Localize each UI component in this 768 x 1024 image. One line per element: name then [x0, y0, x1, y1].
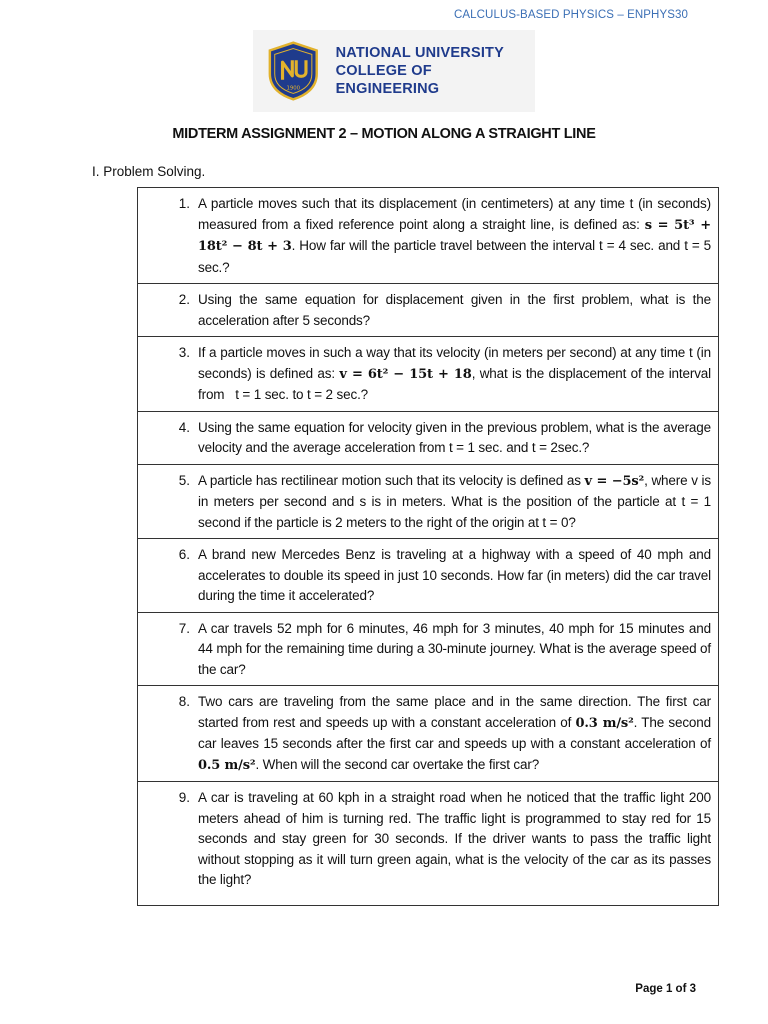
problem-number: 2.	[178, 292, 190, 307]
problem-text: A car is traveling at 60 kph in a straight road when he noticed that the traffic light 200 meters ahead of him is turning red. The traffic light is programmed to stay red for 15 seconds and stay green for 30 seconds. If the driver wants to pass the traffic light without stopping as it will turn green again, what is the velocity of the car as its passes the light?	[198, 790, 711, 887]
equation: s = 5t³ + 18t² − 8t + 3	[198, 217, 711, 254]
problem-row-9	[138, 782, 719, 906]
problem-text: Using the same equation for velocity given in the previous problem, what is the average velocity and the average acceleration from t = 1 sec. and t = 2sec.?	[198, 419, 711, 455]
problem-row-1	[138, 188, 719, 284]
problem-text: A car travels 52 mph for 6 minutes, 46 mph for 3 minutes, 40 mph for 15 minutes and 44 mph for the remaining time during a 30-minute journey. What is the average speed of the car?	[198, 620, 711, 677]
problem-number: 3.	[178, 345, 190, 360]
equation: 0.3 m/s²	[575, 715, 634, 731]
problem-row-7	[138, 612, 719, 686]
problem-number: 5.	[178, 472, 190, 488]
problem-row-3	[138, 337, 719, 412]
problem-row-5	[138, 464, 719, 539]
assignment-title: MIDTERM ASSIGNMENT 2 – MOTION ALONG A STRAIGHT LINE	[172, 126, 596, 142]
course-header: CALCULUS-BASED PHYSICS – ENPHYS30	[453, 9, 688, 21]
problem-row-8	[138, 686, 719, 782]
problem-number: 7.	[178, 620, 190, 636]
problem-number: 9.	[178, 790, 190, 805]
logo-text	[336, 44, 535, 98]
problem-number: 1.	[178, 196, 190, 211]
problem-text: Using the same equation for displacement given in the first problem, what is the acceleration after 5 seconds?	[198, 292, 711, 328]
page-number: Page 1 of 3	[635, 983, 696, 995]
problem-row-4	[138, 411, 719, 464]
problem-row-6	[138, 539, 719, 613]
problem-text: A particle has rectilinear motion such that its velocity is defined as v = −5s², where v is in meters per second and s is in meters. What is the position of the particle at t = 1 second if the particle is 2 meters to the right of the origin at t = 0?	[198, 472, 712, 530]
problem-number: 8.	[178, 694, 190, 709]
problem-table	[137, 187, 719, 906]
problem-text: Two cars are traveling from the same place and in the same direction. The first car started from rest and speeds up with a constant acceleration of 0.3 m/s². The second car leaves 15 seconds after the first car and speeds up with a constant acceleration of 0.5 m/s². When will the second car overtake the first car?	[198, 694, 711, 773]
university-logo	[253, 30, 535, 112]
problem-number: 4.	[178, 419, 190, 435]
equation: v = −5s²	[584, 473, 645, 489]
problem-number: 6.	[178, 547, 190, 562]
problem-text: A brand new Mercedes Benz is traveling at a highway with a speed of 40 mph and accelerates to double its speed in just 10 seconds. How far (in meters) did the car travel during the time it accelerated?	[198, 547, 711, 603]
equation: v = 6t² − 15t + 18	[339, 366, 472, 382]
problem-row-2	[138, 284, 719, 337]
problem-text: A particle moves such that its displacement (in centimeters) at any time t (in seconds) measured from a fixed reference point along a straight line, is defined as: s = 5t³ + 18t² − 8t + 3. How far will the particle travel between the interval t = 4 sec. and t = 5 sec.?	[198, 196, 711, 275]
problem-text: If a particle moves in such a way that its velocity (in meters per second) at any time t (in seconds) is defined as: v = 6t² − 15t + 18, what is the displacement of the interval from t = 1 sec. to t = 2 sec.?	[198, 345, 715, 402]
equation: 0.5 m/s²	[198, 757, 256, 773]
svg-text:1900: 1900	[286, 85, 301, 92]
section-label: I. Problem Solving.	[92, 164, 206, 179]
logo-line-college: COLLEGE OF ENGINEERING	[335, 63, 440, 97]
university-crest-icon	[263, 40, 324, 102]
logo-line-university: NATIONAL UNIVERSITY	[335, 45, 504, 61]
